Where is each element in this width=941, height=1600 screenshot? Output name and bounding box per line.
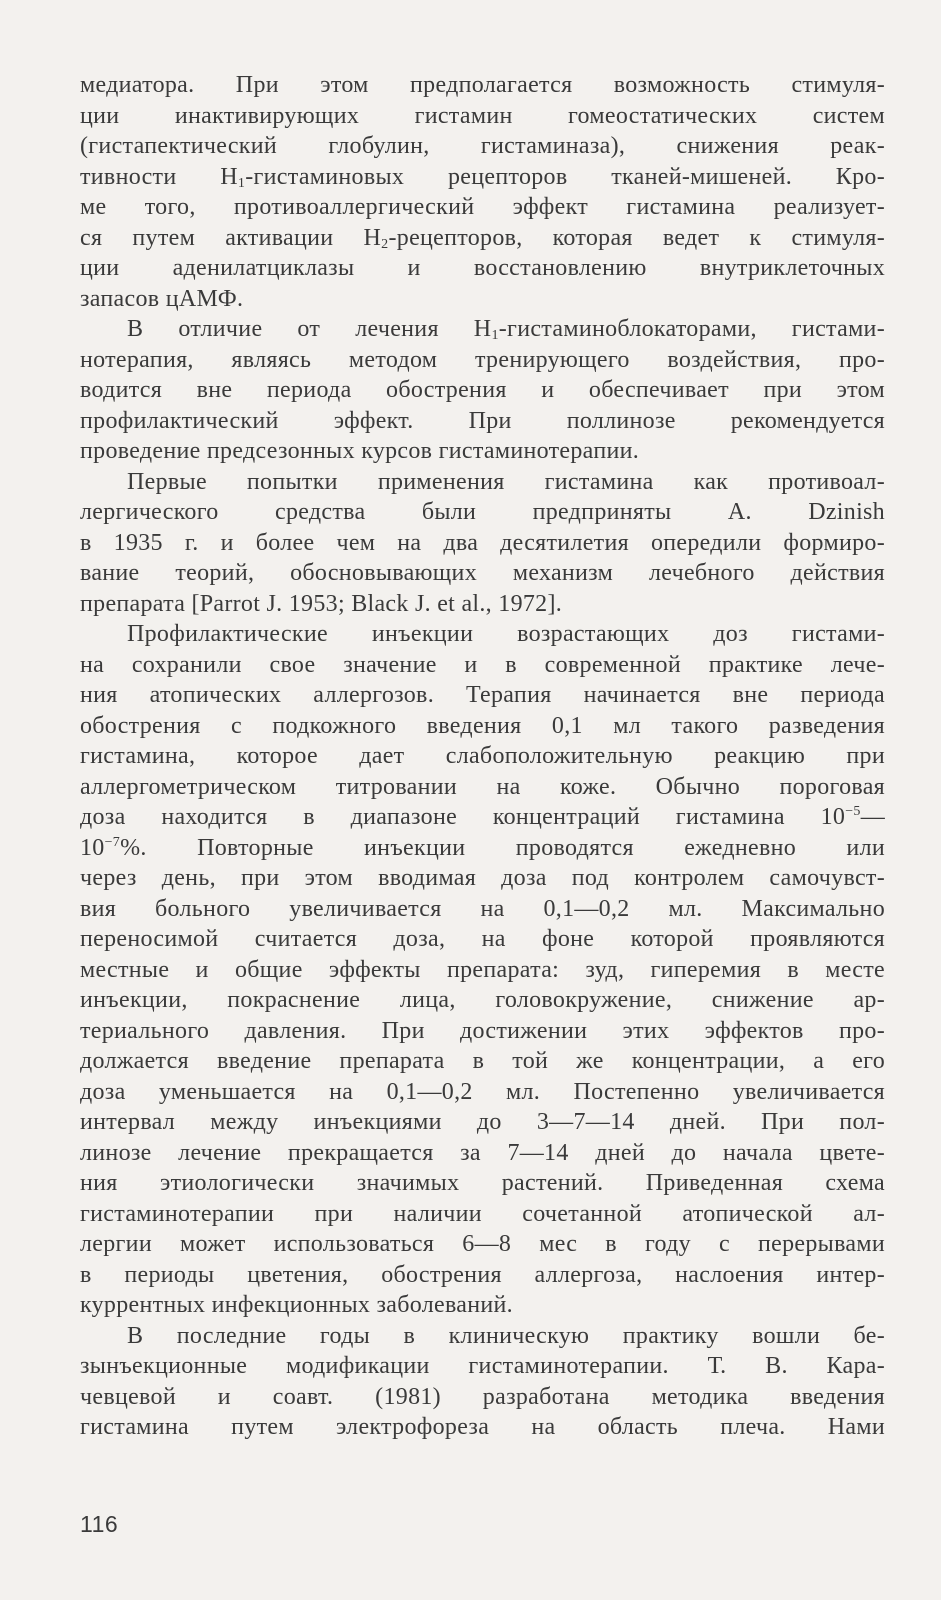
subscript: 1 bbox=[237, 175, 246, 191]
text-run: доза уменьшается на 0,1—0,2 мл. Постепенно увеличивается bbox=[80, 1078, 885, 1105]
text-run: интервал между инъекциями до 3—7—14 дней. При пол- bbox=[80, 1109, 885, 1135]
text-line bbox=[80, 497, 885, 528]
text-run: на сохранили свое значение и в современной практике лече- bbox=[80, 651, 885, 678]
text-line bbox=[80, 436, 885, 467]
text-line bbox=[80, 284, 885, 315]
text-line bbox=[80, 711, 885, 742]
text-run: -гистаминоблокаторами, гистами- bbox=[498, 316, 885, 342]
text-run: доза находится в диапазоне концентраций гистамина 10 bbox=[80, 804, 846, 830]
text-line bbox=[80, 1290, 885, 1321]
text-run: переносимой считается доза, на фоне которой проявляются bbox=[80, 926, 885, 952]
text-run: Первые попытки применения гистамина как противоал- bbox=[127, 468, 885, 495]
text-run: местные и общие эффекты препарата: зуд, гиперемия в месте bbox=[80, 956, 885, 983]
text-run: вия больного увеличивается на 0,1—0,2 мл. Максимально bbox=[80, 895, 885, 922]
text-line bbox=[80, 345, 885, 376]
text-run: через день, при этом вводимая доза под контролем самочувст- bbox=[80, 865, 885, 891]
text-run: проведение предсезонных курсов гистаминотерапии. bbox=[80, 438, 640, 464]
text-line bbox=[80, 406, 885, 437]
text-run: -рецепторов, которая ведет к стимуля- bbox=[388, 224, 885, 251]
text-run: водится вне периода обострения и обеспечивает при этом bbox=[80, 377, 885, 403]
text-line bbox=[80, 955, 885, 986]
text-run: ции инактивирующих гистамин гомеостатических систем bbox=[80, 102, 885, 129]
text-run: -гистаминовых рецепторов тканей-мишеней. Кро- bbox=[245, 163, 886, 190]
text-run: 10 bbox=[80, 834, 105, 861]
text-run: медиатора. При этом предполагается возможность стимуля- bbox=[80, 72, 885, 98]
text-run: териального давления. При достижении этих эффектов про- bbox=[80, 1017, 885, 1044]
text-line bbox=[80, 833, 885, 864]
text-line bbox=[80, 650, 885, 681]
text-run: (гистапектический глобулин, гистаминаза), снижения реак- bbox=[80, 133, 885, 159]
text-line bbox=[80, 101, 885, 132]
page-body bbox=[80, 70, 885, 1443]
superscript: −7 bbox=[104, 834, 121, 850]
text-line bbox=[80, 863, 885, 894]
text-run: ния атопических аллергозов. Терапия начинается вне периода bbox=[80, 682, 885, 708]
text-run: чевцевой и соавт. (1981) разработана методика введения bbox=[80, 1383, 885, 1410]
text-line bbox=[80, 1199, 885, 1230]
text-line bbox=[80, 223, 885, 254]
text-run: В отличие от лечения Н bbox=[127, 316, 492, 342]
text-run: запасов цАМФ. bbox=[80, 285, 244, 312]
text-line bbox=[80, 680, 885, 711]
text-line bbox=[80, 1229, 885, 1260]
text-line bbox=[80, 1168, 885, 1199]
text-run: гистаминотерапии при наличии сочетанной атопической ал- bbox=[80, 1200, 885, 1227]
text-line bbox=[80, 741, 885, 772]
text-run: инъекции, покраснение лица, головокружение, снижение ар- bbox=[80, 987, 885, 1013]
text-line bbox=[80, 772, 885, 803]
text-run: — bbox=[860, 804, 885, 830]
text-line bbox=[80, 253, 885, 284]
text-line bbox=[80, 1077, 885, 1108]
text-line bbox=[80, 467, 885, 498]
text-run: %. Повторные инъекции проводятся ежедневно или bbox=[120, 834, 885, 861]
text-run: обострения с подкожного введения 0,1 мл такого разведения bbox=[80, 712, 885, 739]
text-run: линозе лечение прекращается за 7—14 дней до начала цвете- bbox=[80, 1139, 885, 1166]
text-line bbox=[80, 192, 885, 223]
text-run: вание теорий, обосновывающих механизм лечебного действия bbox=[80, 560, 885, 586]
text-run: аллергометрическом титровании на коже. Обычно пороговая bbox=[80, 773, 885, 800]
text-line bbox=[80, 131, 885, 162]
text-line bbox=[80, 558, 885, 589]
text-run: лергического средства были предприняты A. Dzinish bbox=[80, 499, 885, 525]
text-run: препарата [Parrot J. 1953; Black J. et al., 1972]. bbox=[80, 590, 563, 617]
text-line bbox=[80, 162, 885, 193]
text-run: гистамина путем электрофореза на область плеча. Нами bbox=[80, 1414, 885, 1440]
text-run: должается введение препарата в той же концентрации, а его bbox=[80, 1048, 885, 1074]
text-line bbox=[80, 589, 885, 620]
text-line bbox=[80, 1107, 885, 1138]
subscript: 1 bbox=[491, 328, 499, 343]
text-line bbox=[80, 894, 885, 925]
text-run: ции аденилатциклазы и восстановлению внутриклеточных bbox=[80, 255, 885, 281]
text-line bbox=[80, 1046, 885, 1077]
text-line bbox=[80, 314, 885, 345]
superscript: −5 bbox=[845, 804, 861, 819]
text-run: гистамина, которое дает слабоположительную реакцию при bbox=[80, 743, 885, 769]
text-run: Профилактические инъекции возрастающих доз гистами- bbox=[127, 621, 885, 647]
text-run: лергии может использоваться 6—8 мес в году с перерывами bbox=[80, 1231, 885, 1257]
text-line bbox=[80, 1351, 885, 1382]
text-line bbox=[80, 802, 885, 833]
text-line bbox=[80, 1016, 885, 1047]
text-line bbox=[80, 1382, 885, 1413]
text-run: ния этиологически значимых растений. Приведенная схема bbox=[80, 1170, 885, 1196]
page-number: 116 bbox=[80, 1511, 119, 1537]
text-line bbox=[80, 1138, 885, 1169]
text-line bbox=[80, 924, 885, 955]
text-run: ме того, противоаллергический эффект гистамина реализует- bbox=[80, 194, 885, 220]
text-run: в 1935 г. и более чем на два десятилетия опередили формиро- bbox=[80, 529, 885, 556]
text-run: нотерапия, являясь методом тренирующего воздействия, про- bbox=[80, 346, 885, 373]
text-line bbox=[80, 1260, 885, 1291]
text-run: куррентных инфекционных заболеваний. bbox=[80, 1292, 513, 1318]
text-line bbox=[80, 1321, 885, 1352]
subscript: 2 bbox=[381, 236, 389, 252]
text-run: в периоды цветения, обострения аллергоза, наслоения интер- bbox=[80, 1261, 885, 1288]
text-line bbox=[80, 528, 885, 559]
text-run: профилактический эффект. При поллинозе рекомендуется bbox=[80, 407, 885, 434]
text-line bbox=[80, 375, 885, 406]
text-run: В последние годы в клиническую практику вошли бе- bbox=[127, 1322, 885, 1349]
text-line bbox=[80, 619, 885, 650]
text-run: ся путем активации Н bbox=[80, 224, 382, 251]
text-run: тивности Н bbox=[80, 163, 238, 190]
text-line bbox=[80, 70, 885, 101]
text-line bbox=[80, 1412, 885, 1443]
text-line bbox=[80, 985, 885, 1016]
text-run: зынъекционные модификации гистаминотерапии. Т. В. Кара- bbox=[80, 1353, 885, 1379]
